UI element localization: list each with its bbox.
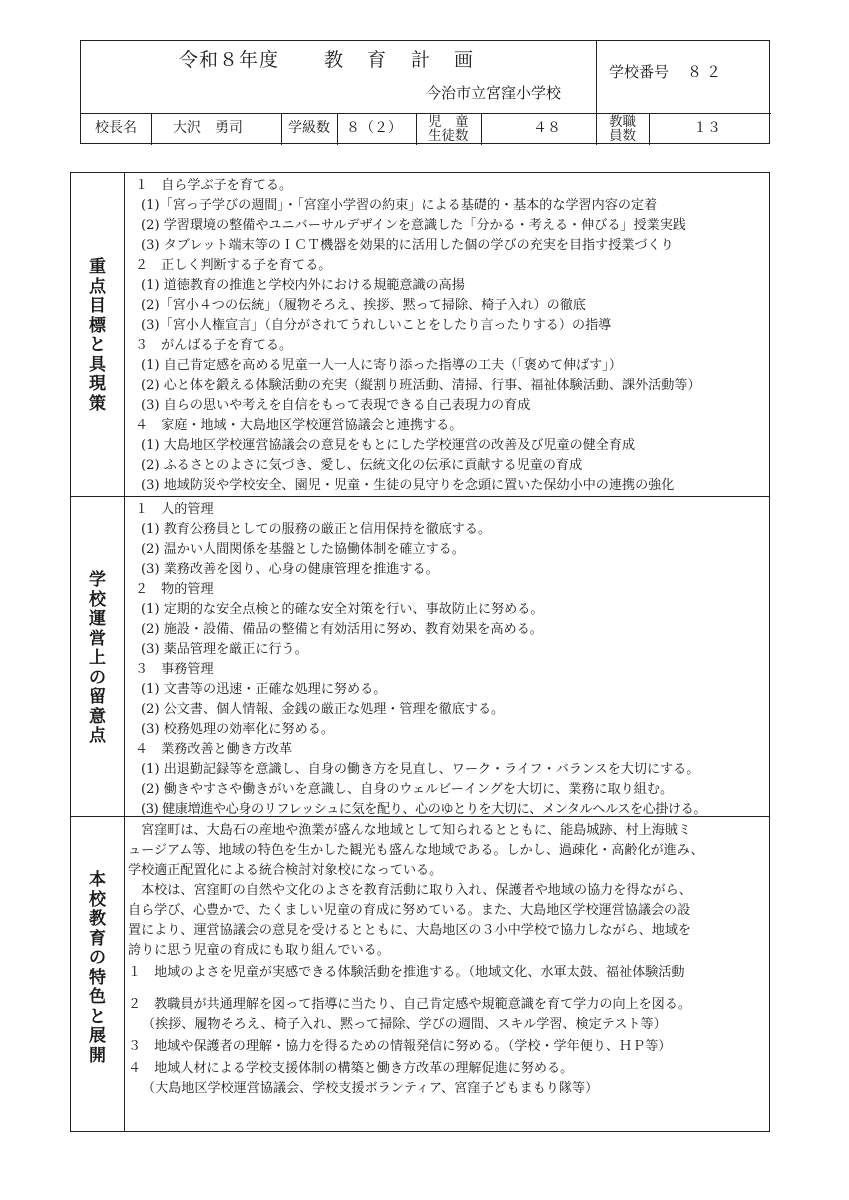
management-item: (3) 健康増進や心身のリフレッシュに気を配り、心のゆとりを大切に、メンタルヘルスを心掛ける。	[141, 802, 707, 817]
management-item: (2) 温かい人間関係を基盤とした協働体制を確立する。	[141, 542, 465, 557]
feature-paragraph-line: 学校適正配置化による統合検討対象校になっている。	[128, 863, 443, 878]
plan-body-table	[70, 172, 770, 1132]
feature-paragraph-line: 置により、運営協議会の意見を受けるとともに、大島地区の３小中学校で協力しながら、地域を	[128, 923, 692, 938]
school-number: ８２	[687, 63, 726, 81]
feature-item: ３ 地域や保護者の理解・協力を得るための情報発信に努める。（学校・学年便り、ＨＰ等）	[128, 1039, 672, 1054]
management-item: (3) 業務改善を図り、心身の健康管理を推進する。	[141, 562, 439, 577]
goal-item: (3)「宮小人権宣言」（自分がされてうれしいことをしたり言ったりする）の指導	[141, 318, 612, 333]
goal-item: (1) 大島地区学校運営協議会の意見をもとにした学校運営の改善及び児童の健全育成	[141, 438, 636, 453]
section-label-priority-goals: 重 点 目 標 と 具 現 策	[89, 257, 106, 414]
principal-label: 校長名	[95, 120, 137, 136]
plan-title-char: 画	[454, 49, 475, 71]
principal-name: 大沢 勇司	[173, 120, 243, 136]
goal-item: (1)「宮っ子学びの週間」・「宮窪小学習の約束」による基礎的・基本的な学習内容の定着	[141, 198, 658, 213]
goal-item: (2) ふるさとのよさに気づき、愛し、伝統文化の伝承に貢献する児童の育成	[141, 458, 583, 473]
management-item: (1) 出退勤記録等を意識し、自身の働き方を見直し、ワーク・ライフ・バランスを大切にする。	[141, 762, 700, 777]
management-item: (2) 公文書、個人情報、金銭の厳正な処理・管理を徹底する。	[141, 702, 505, 717]
school-number-label: 学校番号	[609, 63, 670, 81]
classes-value: ８（２）	[346, 120, 402, 136]
goal-heading: １ 自ら学ぶ子を育てる。	[135, 178, 293, 193]
goal-item: (2) 学習環境の整備やユニバーサルデザインを意識した「分かる・考える・伸びる」授業実践	[141, 218, 686, 233]
feature-item: ２ 教職員が共通理解を図って指導に当たり、自己肯定感や規範意識を育て学力の向上を図る。	[128, 997, 692, 1012]
students-label: 児 童 生徒数	[428, 114, 469, 144]
feature-item: ４ 地域人材による学校支援体制の構築と働き方改革の理解促進に努める。	[128, 1061, 574, 1076]
staff-label: 教職 員数	[609, 114, 636, 144]
plan-title-char: 計	[411, 49, 432, 71]
management-item: (1) 教育公務員としての服務の厳正と信用保持を徹底する。	[141, 522, 492, 537]
management-item: (1) 文書等の迅速・正確な処理に努める。	[141, 682, 387, 697]
goal-heading: ２ 正しく判断する子を育てる。	[135, 258, 332, 273]
goal-item: (1) 道徳教育の推進と学校内外における規範意識の高揚	[141, 278, 465, 293]
feature-paragraph-line: 宮窪町は、大島石の産地や漁業が盛んな地域として知られるとともに、能島城跡、村上海賊ミ	[128, 823, 692, 838]
classes-label: 学級数	[288, 120, 330, 136]
section-label-management-notes: 学 校 運 営 上 の 留 意 点	[89, 570, 106, 746]
management-item: (2) 施設・設備、備品の整備と有効活用に努め、教育効果を高める。	[141, 622, 543, 637]
plan-title-char: 育	[367, 49, 388, 71]
goal-item: (3) タブレット端末等のＩＣＴ機器を効果的に活用した個の学びの充実を目指す授業づくり	[141, 238, 674, 253]
feature-paragraph-line: 自ら学び、心豊かで、たくましい児童の育成に努めている。また、大島地区学校運営協議会の設	[128, 903, 691, 918]
management-item: (1) 定期的な安全点検と的確な安全対策を行い、事故防止に努める。	[141, 602, 544, 617]
goal-item: (2)「宮小４つの伝統」（履物そろえ、挨拶、黙って掃除、椅子入れ）の徹底	[141, 298, 586, 313]
goal-item: (1) 自己肯定感を高める児童一人一人に寄り添った指導の工夫（「褒めて伸ばす」）	[141, 358, 622, 373]
header-table	[80, 40, 770, 144]
goal-heading: ４ 家庭・地域・大島地区学校運営協議会と連携する。	[135, 418, 463, 433]
management-item: (3) 校務処理の効率化に努める。	[141, 722, 334, 737]
plan-year: 令和８年度	[179, 49, 280, 71]
goal-item: (2) 心と体を鍛える体験活動の充実（縦割り班活動、清掃、行事、福祉体験活動、課外活動等）	[141, 378, 701, 393]
feature-paragraph-line: ュージアム等、地域の特色を生かした観光も盛んな地域である。しかし、過疎化・高齢化が進み、	[128, 843, 704, 858]
feature-item: １ 地域のよさを児童が実感できる体験活動を推進する。（地域文化、水軍太鼓、福祉体験活動	[128, 965, 685, 980]
staff-value: １３	[693, 120, 721, 136]
management-item: (3) 薬品管理を厳正に行う。	[141, 642, 308, 657]
feature-paragraph-line: 本校は、宮窪町の自然や文化のよさを教育活動に取り入れ、保護者や地域の協力を得ながら、	[128, 883, 692, 898]
plan-title-char: 教	[324, 49, 345, 71]
feature-paragraph-line: 誇りに思う児童の育成にも取り組んでいる。	[128, 943, 390, 958]
management-heading: １ 人的管理	[135, 502, 214, 517]
section-label-school-features: 本 校 教 育 の 特 色 と 展 開	[89, 870, 106, 1066]
feature-item-note: （挨拶、履物そろえ、椅子入れ、黙って掃除、学びの週間、スキル学習、検定テスト等）	[142, 1017, 667, 1032]
management-item: (2) 働きやすさや働きがいを意識し、自身のウェルビーイングを大切に、業務に取り組む。	[141, 782, 674, 797]
feature-item-note: （大島地区学校運営協議会、学校支援ボランティア、宮窪子どもまもり隊等）	[142, 1081, 599, 1096]
school-name: 今治市立宮窪小学校	[426, 84, 562, 102]
management-heading: ３ 事務管理	[135, 662, 214, 677]
goal-item: (3) 地域防災や学校安全、園児・児童・生徒の見守りを念頭に置いた保幼小中の連携の強化	[141, 478, 675, 493]
goal-heading: ３ がんばる子を育てる。	[135, 338, 293, 353]
goal-item: (3) 自らの思いや考えを自信をもって表現できる自己表現力の育成	[141, 398, 531, 413]
management-heading: ４ 業務改善と働き方改革	[135, 742, 293, 757]
students-value: ４８	[533, 120, 561, 136]
management-heading: ２ 物的管理	[135, 582, 214, 597]
